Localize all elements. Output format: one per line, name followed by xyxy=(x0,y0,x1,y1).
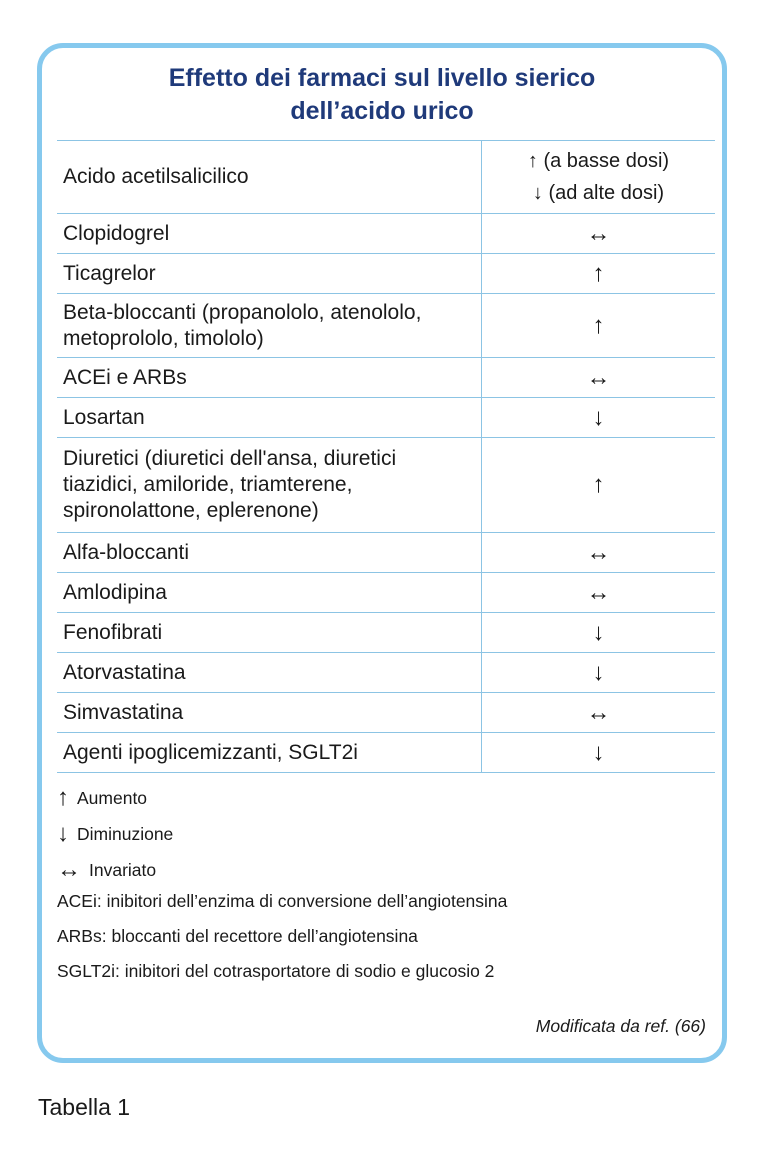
drug-effect: ↔ xyxy=(482,573,716,613)
drug-name: ACEi e ARBs xyxy=(57,358,482,398)
legend-item xyxy=(57,816,173,852)
drug-name: Beta-bloccanti (propanololo, atenololo, metoprololo, timololo) xyxy=(57,294,482,358)
drug-effect-high-dose: ↓ (ad alte dosi) xyxy=(532,182,665,204)
drug-name: Atorvastatina xyxy=(57,653,482,693)
legend-label: Diminuzione xyxy=(77,823,174,844)
table-row xyxy=(57,613,715,653)
legend-item xyxy=(57,780,173,816)
table-row xyxy=(57,358,715,398)
table-row xyxy=(57,398,715,438)
drug-effect: ↓ xyxy=(482,733,716,773)
drug-name: Fenofibrati xyxy=(57,613,482,653)
legend-item xyxy=(57,852,173,888)
arrow-left-right-icon: ↔ xyxy=(57,856,81,883)
drug-effect: ↑ xyxy=(482,438,716,533)
drug-effects-table xyxy=(57,140,715,773)
arrow-down-icon: ↓ xyxy=(57,820,69,847)
table-row xyxy=(57,254,715,294)
drug-effect: ↔ xyxy=(482,214,716,254)
abbreviation-sglt2i: SGLT2i: inibitori del cotrasportatore di sodio e glucosio 2 xyxy=(57,961,495,981)
arrow-up-icon: ↑ xyxy=(57,784,69,811)
drug-name: Alfa-bloccanti xyxy=(57,533,482,573)
table-row xyxy=(57,214,715,254)
table-row xyxy=(57,294,715,358)
table-row xyxy=(57,438,715,533)
legend xyxy=(57,780,173,888)
card-title-line-2: dell’acido urico xyxy=(290,97,474,125)
abbreviations xyxy=(57,884,507,989)
table-row xyxy=(57,573,715,613)
drug-name: Losartan xyxy=(57,398,482,438)
table-caption: Tabella 1 xyxy=(38,1094,131,1120)
drug-effect: ↓ xyxy=(482,613,716,653)
drug-effect: ↑ xyxy=(482,254,716,294)
drug-effect: ↔ xyxy=(482,358,716,398)
card-title-line-1: Effetto dei farmaci sul livello sierico xyxy=(168,64,596,92)
table-row xyxy=(57,693,715,733)
drug-name: Diuretici (diuretici dell'ansa, diuretici tiazidici, amiloride, triamterene, spironolattone, eplerenone) xyxy=(57,438,482,533)
drug-name: Acido acetilsalicilico xyxy=(57,141,482,214)
drug-effect xyxy=(482,141,716,214)
drug-name: Agenti ipoglicemizzanti, SGLT2i xyxy=(57,733,482,773)
table-card xyxy=(37,43,727,1063)
legend-label: Aumento xyxy=(77,787,148,808)
legend-label: Invariato xyxy=(89,859,157,880)
source-note: Modificata da ref. (66) xyxy=(535,1016,706,1036)
abbreviation-arbs: ARBs: bloccanti del recettore dell’angiotensina xyxy=(57,926,418,946)
drug-effect: ↔ xyxy=(482,533,716,573)
drug-effect: ↑ xyxy=(482,294,716,358)
drug-name: Ticagrelor xyxy=(57,254,482,294)
card-title xyxy=(42,62,722,128)
table-row xyxy=(57,533,715,573)
drug-effect: ↔ xyxy=(482,693,716,733)
drug-effect: ↓ xyxy=(482,653,716,693)
drug-name: Simvastatina xyxy=(57,693,482,733)
table-row xyxy=(57,141,715,214)
drug-effect-low-dose: ↑ (a basse dosi) xyxy=(527,150,670,172)
table-row xyxy=(57,653,715,693)
abbreviation-acei: ACEi: inibitori dell’enzima di conversione dell’angiotensina xyxy=(57,891,508,911)
drug-effect: ↓ xyxy=(482,398,716,438)
table-row xyxy=(57,733,715,773)
drug-name: Amlodipina xyxy=(57,573,482,613)
drug-name: Clopidogrel xyxy=(57,214,482,254)
